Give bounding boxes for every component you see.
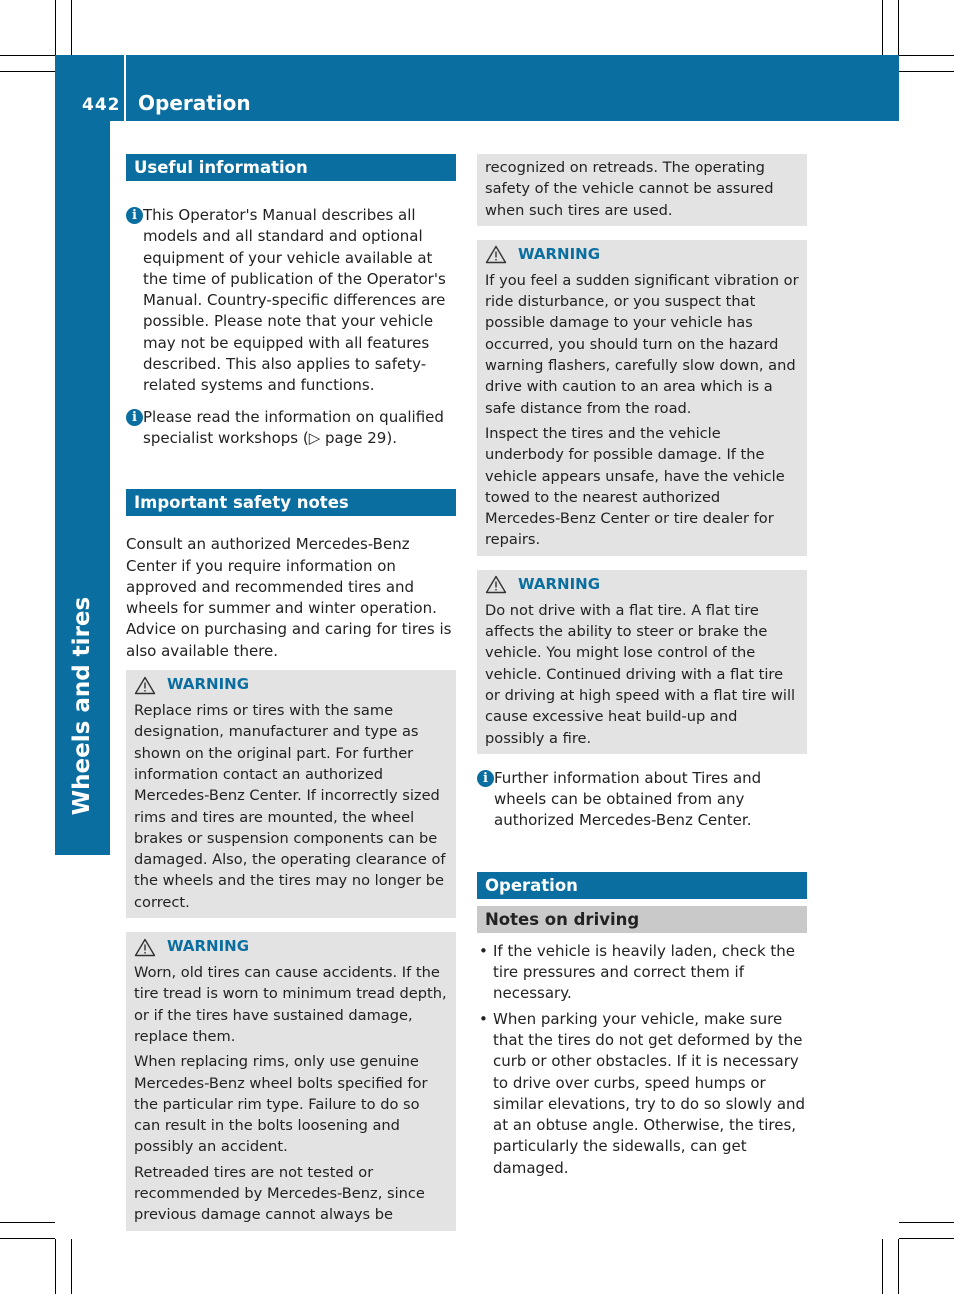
warning-box-continued (477, 154, 807, 226)
list-item: • When parking your vehicle, make sure that the tires do not get deformed by the curb or other obstacles. If it is necessary to drive over curbs, speed humps or similar elevations, try to do so slowly and at an obtuse angle. Otherwise, the tires, particularly the sidewalls, can get damaged. (477, 1009, 807, 1179)
crop-mark (0, 55, 55, 56)
warning-text: Replace rims or tires with the same designation, manufacturer and type as shown on the original part. For further information contact an authorized Mercedes-Benz Center. If incorrectly sized rims and tires are mounted, the wheel brakes or suspension components can be damaged. Also, the operating clearance of the wheels and the tires may no longer be correct. (134, 702, 446, 911)
info-note (126, 407, 456, 450)
warning-text: If you feel a sudden significant vibration or ride disturbance, or you suspect that possible damage to your vehicle has occurred, you should turn on the hazard warning flashers, carefully slow down, and drive with caution to an area which is a safe distance from the road. (485, 271, 799, 417)
info-note-text: Further information about Tires and wheels can be obtained from any authorized Mercedes-Benz Center. (494, 768, 762, 830)
warning-text: Worn, old tires can cause accidents. If the tire tread is worn to minimum tread depth, or if the tires have sustained damage, replace them. (134, 964, 447, 1045)
crop-mark (55, 0, 56, 55)
page-number: 442 (82, 95, 121, 115)
warning-header (485, 574, 799, 596)
warning-triangle-icon (485, 575, 507, 594)
warning-text: recognized on retreads. The operating safety of the vehicle cannot be assured when such tires are used. (485, 159, 774, 219)
crop-mark (55, 1239, 56, 1294)
safety-intro-text: Consult an authorized Mercedes-Benz Center if you require information on approved and recommended tires and wheels for summer and winter operation. Advice on purchasing and caring for tires is also available there. (126, 535, 452, 660)
left-column (126, 154, 456, 1231)
section-heading-important-safety-notes: Important safety notes (126, 489, 456, 516)
crop-mark (882, 0, 883, 55)
subheading-notes-on-driving: Notes on driving (477, 906, 807, 933)
crop-mark (899, 1238, 954, 1239)
info-note-text: Please read the information on qualified specialist workshops (▷ page 29). (143, 407, 444, 447)
warning-triangle-icon (134, 676, 156, 695)
section-heading-useful-information: Useful information (126, 154, 456, 181)
crop-mark (71, 1239, 72, 1294)
crop-mark (898, 0, 899, 55)
warning-text: Inspect the tires and the vehicle underbody for possible damage. If the vehicle appears unsafe, have the vehicle towed to the nearest authorized Mercedes-Benz Center or tire dealer for repairs. (485, 424, 785, 549)
crop-mark (0, 71, 55, 72)
warning-text: When replacing rims, only use genuine Mercedes-Benz wheel bolts specified for the particular rim type. Failure to do so can result in the bolts loosening and possibly an accident. (134, 1053, 428, 1156)
crop-mark (899, 55, 954, 56)
crop-mark (0, 1238, 55, 1239)
info-note (477, 768, 807, 832)
warning-header (485, 244, 799, 266)
page-title: Operation (138, 91, 251, 115)
crop-mark (899, 71, 954, 72)
warning-box (477, 570, 807, 754)
warning-label: WARNING (167, 937, 250, 956)
crop-mark (0, 1222, 55, 1223)
crop-mark (898, 1239, 899, 1294)
warning-header (134, 936, 448, 958)
right-column (477, 154, 807, 1183)
warning-box (126, 932, 456, 1231)
info-icon: i (126, 409, 143, 426)
warning-label: WARNING (518, 575, 601, 594)
header-divider (124, 55, 126, 121)
warning-box (477, 240, 807, 556)
warning-triangle-icon (485, 245, 507, 264)
warning-text: Do not drive with a flat tire. A flat tire affects the ability to steer or brake the vehicle. You might lose control of the vehicle. Continued driving with a flat tire or driving at high speed with a flat tire will cause excessive heat build-up and possibly a fire. (485, 601, 796, 747)
crop-mark (71, 0, 72, 55)
warning-label: WARNING (518, 245, 601, 264)
info-icon: i (126, 207, 143, 224)
warning-header (134, 674, 448, 696)
info-note-text: This Operator's Manual describes all models and all standard and optional equipment of your vehicle available at the time of publication of the Operator's Manual. Country-specific differences are possible. Please note that your vehicle may not be equipped with all features described. This also applies to safety-related systems and functions. (143, 206, 446, 395)
warning-label: WARNING (167, 675, 250, 694)
list-item: • If the vehicle is heavily laden, check the tire pressures and correct them if necessary. (477, 941, 807, 1005)
info-note (126, 205, 456, 397)
chapter-title: Wheels and tires (69, 596, 95, 816)
bullet-list (477, 941, 807, 1179)
section-heading-operation: Operation (477, 872, 807, 899)
crop-mark (899, 1222, 954, 1223)
info-icon: i (477, 770, 494, 787)
crop-mark (882, 1239, 883, 1294)
warning-text: Retreaded tires are not tested or recommended by Mercedes-Benz, since previous damage cannot always be (134, 1163, 425, 1224)
warning-box (126, 670, 456, 918)
warning-triangle-icon (134, 938, 156, 957)
